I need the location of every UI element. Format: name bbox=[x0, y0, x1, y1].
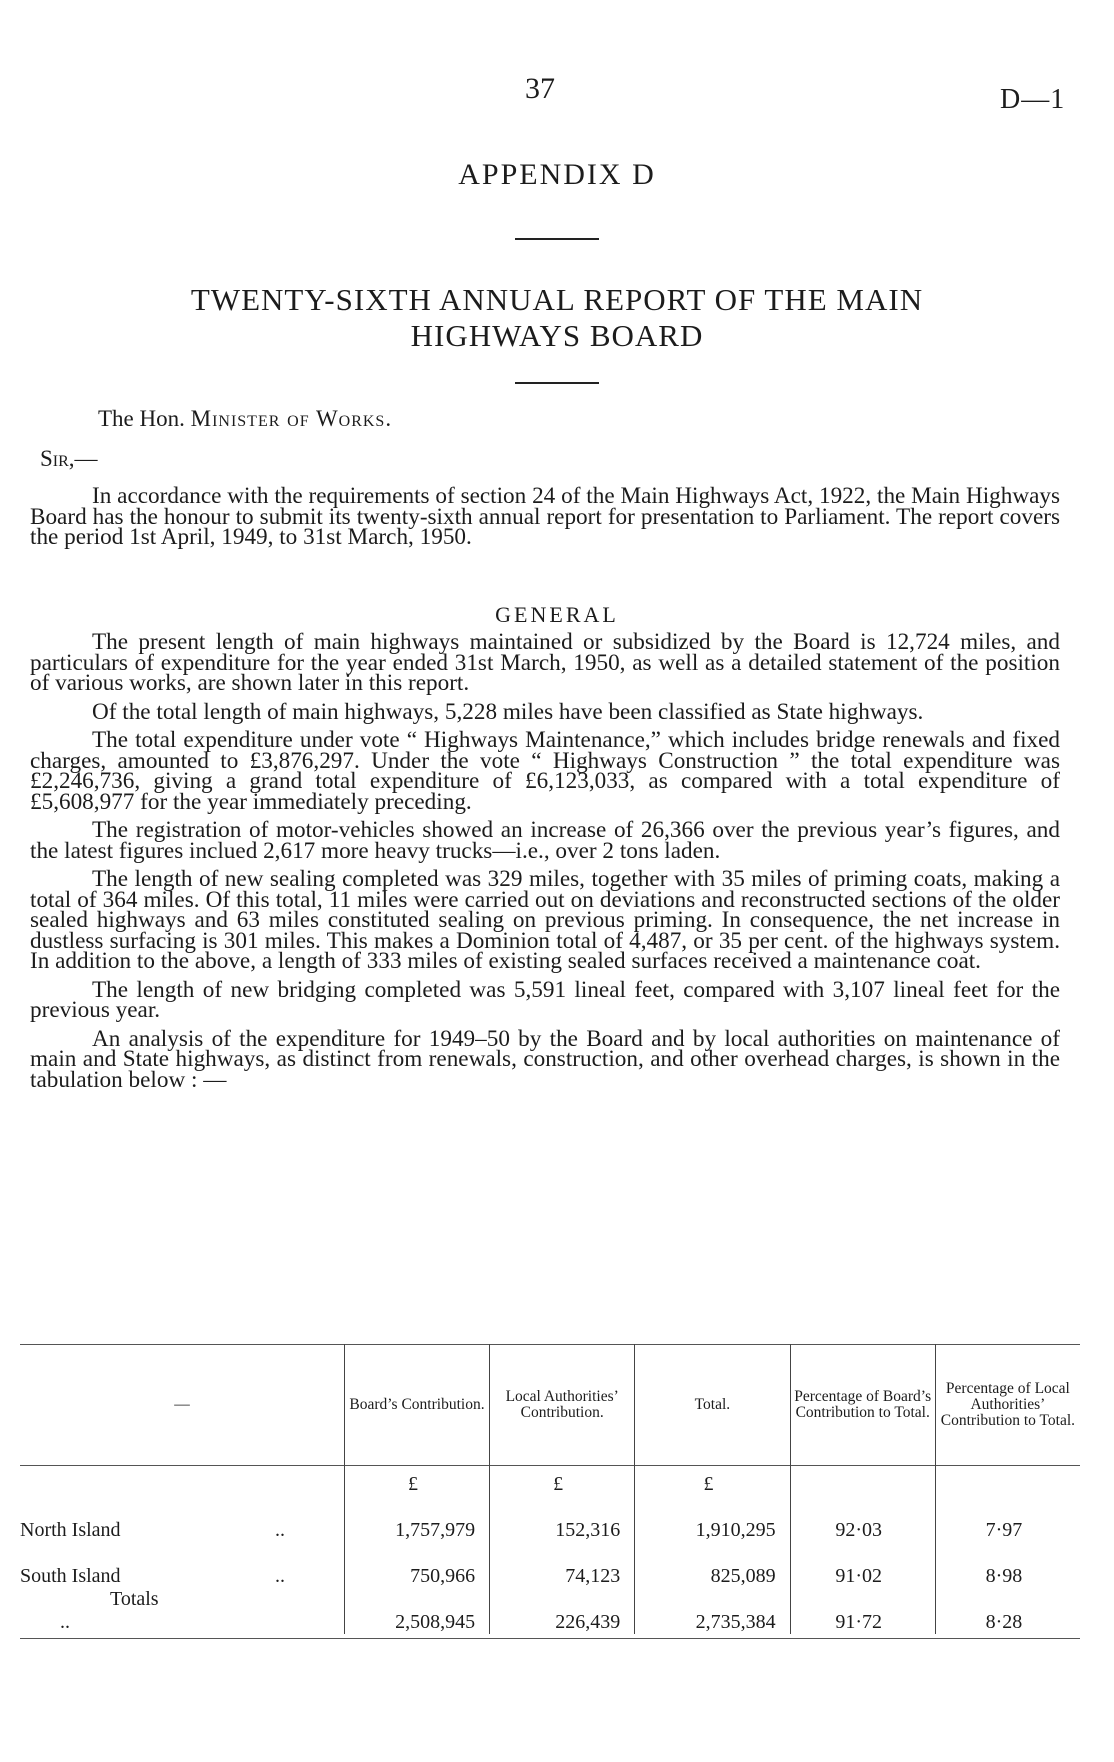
paragraph-state-highways: Of the total length of main highways, 5,228 miles have been classified as State highways. bbox=[92, 698, 924, 725]
addressee bbox=[98, 406, 392, 432]
header-total: Total. bbox=[635, 1345, 790, 1466]
unit-empty bbox=[935, 1466, 1080, 1497]
header-region: — bbox=[174, 1396, 190, 1413]
paragraph-length: The present length of main highways maintained or subsidized by the Board is 12,724 miles, and particulars of expenditure for the year ended 31st March, 1950, as well as a detailed statement of the position of various works, are shown later in this report. bbox=[30, 629, 1060, 696]
totals-local-percentage: 8·28 bbox=[935, 1588, 1080, 1634]
page-number: 37 bbox=[525, 72, 555, 105]
region-cell bbox=[20, 1542, 344, 1588]
paragraph-sealing: The length of new sealing completed was 329 miles, together with 35 miles of priming coats, making a total of 364 miles. Of this total, 11 miles were carried out on deviations and reconstructed sections of the older sealed highways and 63 miles constituted sealing on previous priming. In consequence, the net increase in dustless surfacing is 301 miles. This makes a Dominion total of 4,487, or 35 per cent. of the highways system. In addition to the above, a length of 333 miles of existing sealed surfaces received a maintenance coat. bbox=[30, 866, 1060, 974]
totals-local-value: 226,439 bbox=[490, 1588, 635, 1634]
unit-symbol: £ bbox=[490, 1466, 635, 1497]
region-cell bbox=[20, 1496, 344, 1542]
local-value: 74,123 bbox=[490, 1542, 635, 1588]
total-value: 825,089 bbox=[635, 1542, 790, 1588]
region-label: South Island bbox=[20, 1565, 121, 1587]
general-section bbox=[30, 629, 1060, 1098]
board-value: 750,966 bbox=[344, 1542, 489, 1588]
intro-paragraph: In accordance with the requirements of section 24 of the Main Highways Act, 1922, the Main Highways Board has the honour to submit its twenty-sixth annual report for presentation to Parliament. The report covers the period 1st April, 1949, to 31st March, 1950. bbox=[30, 483, 1060, 550]
report-title bbox=[40, 282, 1074, 354]
addressee-name: Minister of Works. bbox=[190, 406, 393, 431]
local-percentage-value: 8·98 bbox=[935, 1542, 1080, 1588]
header-local-percentage: Percentage of Local Authorities’ Contribution to Total. bbox=[935, 1345, 1080, 1466]
leader-dots: .. bbox=[60, 1611, 70, 1633]
total-value: 1,910,295 bbox=[635, 1496, 790, 1542]
table-bottom-rule bbox=[20, 1638, 1080, 1639]
unit-row bbox=[20, 1466, 1080, 1497]
local-value: 152,316 bbox=[490, 1496, 635, 1542]
paragraph-analysis: An analysis of the expenditure for 1949–50 by the Board and by local authorities on maintenance of main and State highways, as distinct from renewals, construction, and other overhead charges, is shown in the tabulation below : — bbox=[30, 1025, 1060, 1093]
appendix-title: APPENDIX D bbox=[458, 158, 656, 191]
local-percentage-value: 7·97 bbox=[935, 1496, 1080, 1542]
totals-board-percentage: 91·72 bbox=[790, 1588, 935, 1634]
paragraph-expenditure: The total expenditure under vote “ Highways Maintenance,” which includes bridge renewals and fixed charges, amounted to £3,876,297. Under the vote “ Highways Construction ” the total expenditure was £2,246,736, giving a grand total expenditure of £6,123,033, as compared with a total expenditure of £5,608,977 for the year immediately preceding. bbox=[30, 727, 1060, 815]
totals-total-value: 2,735,384 bbox=[635, 1588, 790, 1634]
unit-symbol: £ bbox=[635, 1466, 790, 1497]
leader-dots: .. bbox=[275, 1519, 285, 1541]
addressee-prefix: The Hon. bbox=[98, 406, 185, 431]
table-row bbox=[20, 1542, 1080, 1588]
report-title-line-2: HIGHWAYS BOARD bbox=[410, 318, 704, 353]
intro-section bbox=[30, 483, 1060, 556]
paragraph-registration: The registration of motor-vehicles showed an increase of 26,366 over the previous year’s figures, and the latest figures inclued 2,617 more heavy trucks—i.e., over 2 tons laden. bbox=[30, 817, 1060, 864]
document-reference: D—1 bbox=[1000, 84, 1066, 115]
totals-cell bbox=[20, 1588, 344, 1634]
leader-dots: .. bbox=[275, 1565, 285, 1587]
totals-label: Totals bbox=[110, 1588, 159, 1610]
report-title-line-1: TWENTY-SIXTH ANNUAL REPORT OF THE MAIN bbox=[190, 282, 924, 317]
table-row bbox=[20, 1496, 1080, 1542]
totals-board-value: 2,508,945 bbox=[344, 1588, 489, 1634]
header-board-contribution: Board’s Contribution. bbox=[344, 1345, 489, 1466]
section-heading: GENERAL bbox=[495, 602, 619, 627]
title-divider-top bbox=[515, 238, 599, 240]
totals-row bbox=[20, 1588, 1080, 1634]
unit-empty bbox=[20, 1466, 344, 1497]
header-board-percentage: Percentage of Board’s Contribution to Total. bbox=[790, 1345, 935, 1466]
board-percentage-value: 92·03 bbox=[790, 1496, 935, 1542]
expenditure-table bbox=[20, 1344, 1080, 1634]
table-header-row bbox=[20, 1345, 1080, 1466]
unit-empty bbox=[790, 1466, 935, 1497]
expenditure-table-container bbox=[20, 1344, 1080, 1639]
header-local-contribution: Local Authorities’ Contribution. bbox=[490, 1345, 635, 1466]
board-percentage-value: 91·02 bbox=[790, 1542, 935, 1588]
salutation: Sir,— bbox=[40, 446, 98, 471]
board-value: 1,757,979 bbox=[344, 1496, 489, 1542]
unit-symbol: £ bbox=[344, 1466, 489, 1497]
title-divider-bottom bbox=[515, 382, 599, 384]
paragraph-bridging: The length of new bridging completed was 5,591 lineal feet, compared with 3,107 lineal feet for the previous year. bbox=[30, 976, 1060, 1023]
region-label: North Island bbox=[20, 1519, 121, 1541]
